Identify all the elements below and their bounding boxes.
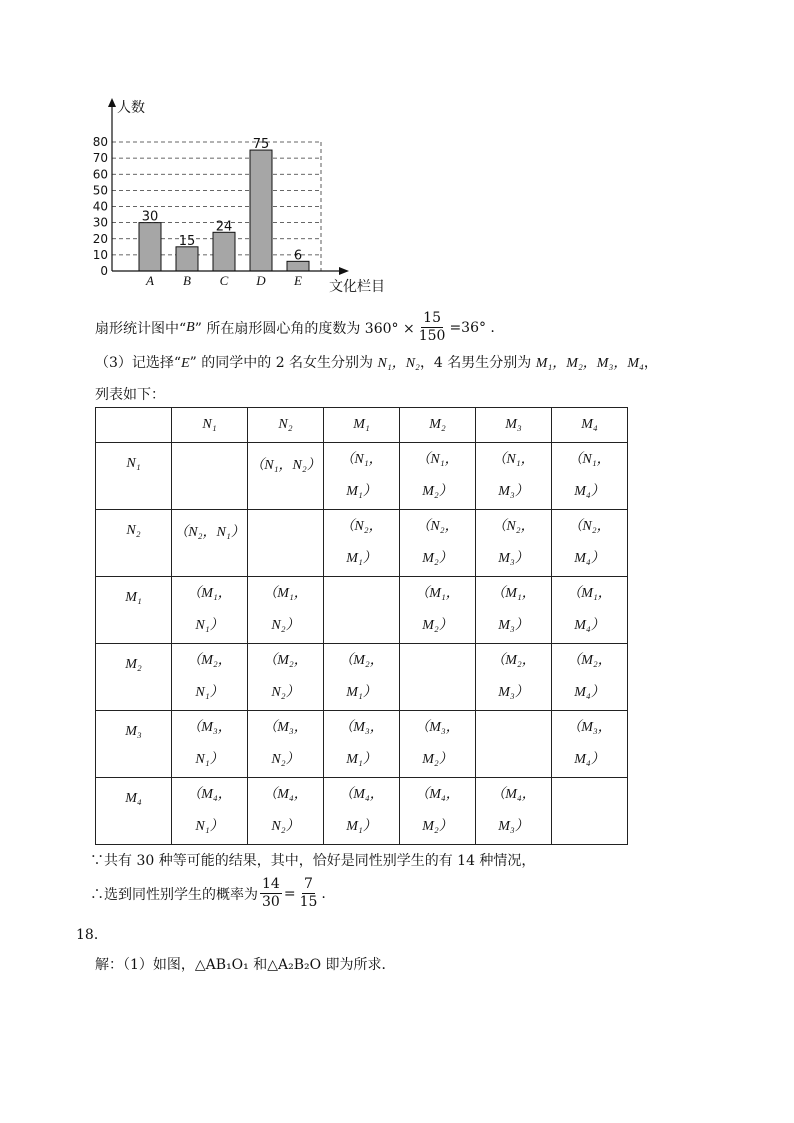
y-tick-label: 80 — [92, 135, 108, 149]
table-cell: （M₃， M₁） — [324, 711, 400, 778]
table-cell: （M₃， N₁） — [172, 711, 248, 778]
table-header-cell: N₁ — [172, 408, 248, 443]
y-tick-label: 10 — [92, 247, 108, 262]
bar-chart — [85, 95, 405, 295]
x-category-label: D — [256, 273, 266, 288]
conclusion-count: ∵共有 30 种等可能的结果，其中，恰好是同性别学生的有 14 种情况， — [90, 853, 536, 869]
x-category-label: E — [294, 273, 302, 288]
p1-text-b: ” 所在扇形圆心角的度数为 360° × — [194, 320, 415, 337]
table-cell: （M₄， M₂） — [400, 778, 476, 845]
bar-D — [250, 150, 272, 271]
table-cell: （N₁， M₂） — [400, 443, 476, 510]
x-category-label: B — [183, 273, 191, 288]
table-cell: （N₂， M₃） — [476, 510, 552, 577]
p1-frac-den: 150 — [418, 328, 446, 344]
chart-ticks — [93, 135, 108, 278]
y-axis-arrow — [108, 98, 116, 107]
x-category-label: A — [146, 273, 154, 288]
table-row-label: M₁ — [96, 577, 172, 644]
table-row — [96, 644, 628, 711]
c2-eq: = — [283, 885, 296, 902]
table-cell — [476, 711, 552, 778]
bar-value-label: 15 — [178, 233, 196, 249]
y-tick-label: 20 — [92, 231, 108, 246]
paragraph-angle — [95, 310, 495, 345]
table-cell: （M₁， M₃） — [476, 577, 552, 644]
p1-fraction — [417, 310, 448, 345]
table-cell: （M₁， M₄） — [552, 577, 628, 644]
table-row-label: N₂ — [96, 510, 172, 577]
table-cell: （M₄， N₁） — [172, 778, 248, 845]
y-tick-label: 60 — [92, 167, 108, 182]
c2-f2-num: 7 — [304, 876, 313, 892]
table-row-label: M₄ — [96, 778, 172, 845]
y-tick-label: 70 — [92, 151, 108, 166]
table-row — [96, 443, 628, 510]
table-cell: （N₂， M₄） — [552, 510, 628, 577]
table-cell: （N₂， M₁） — [324, 510, 400, 577]
p1-frac-num: 15 — [423, 310, 441, 326]
table-cell — [400, 644, 476, 711]
table-cell: （N₁，N₂） — [248, 443, 324, 510]
table-cell: （M₁， N₂） — [248, 577, 324, 644]
paragraph-setup — [95, 352, 658, 372]
table-cell: （M₃， M₂） — [400, 711, 476, 778]
table-header-row — [96, 408, 628, 443]
table-header-cell — [96, 408, 172, 443]
x-axis-arrow — [339, 267, 349, 275]
p2-names-female: N₁，N₂ — [377, 356, 420, 371]
p1-text-a: 扇形统计图中“ — [95, 320, 187, 337]
table-row-label: M₂ — [96, 644, 172, 711]
p2-text-d: ， — [643, 355, 658, 371]
table-row — [96, 778, 628, 845]
outcome-table — [95, 407, 628, 845]
table-cell: （M₂， N₁） — [172, 644, 248, 711]
bar-C — [213, 232, 235, 271]
paragraph-list-intro: 列表如下： — [95, 387, 165, 403]
table-header-cell: M₂ — [400, 408, 476, 443]
table-cell: （M₂， M₃） — [476, 644, 552, 711]
table-row-label: M₃ — [96, 711, 172, 778]
c2-fraction-1 — [260, 876, 282, 911]
table-cell — [172, 443, 248, 510]
p1-text-c: =36° . — [449, 319, 495, 336]
c2-text-a: ∴选到同性别学生的概率为 — [90, 886, 258, 903]
p2-text-b: ” 的同学中的 2 名女生分别为 — [189, 355, 374, 371]
c2-fraction-2 — [298, 876, 320, 911]
y-tick-label: 0 — [100, 264, 108, 278]
solution-line: 解：（1）如图，△AB₁O₁ 和△A₂B₂O 即为所求． — [95, 957, 396, 973]
x-axis-label: 文化栏目 — [329, 279, 385, 295]
table-cell: （M₁， M₂） — [400, 577, 476, 644]
c2-end: . — [321, 885, 326, 902]
p2-text-a: （3）记选择“ — [95, 355, 182, 371]
p1-var: B — [186, 319, 195, 335]
c2-f2-den: 15 — [299, 894, 318, 910]
p2-names-male: M₁，M₂，M₃，M₄ — [535, 356, 644, 371]
table-cell: （M₄， M₃） — [476, 778, 552, 845]
table-header-cell: M₁ — [324, 408, 400, 443]
conclusion-probability — [90, 876, 326, 911]
bar-value-label: 30 — [141, 209, 159, 225]
table-cell: （N₁， M₃） — [476, 443, 552, 510]
y-tick-label: 40 — [92, 199, 108, 214]
table-cell: （M₃， N₂） — [248, 711, 324, 778]
c2-f1-num: 14 — [262, 876, 280, 892]
x-category-label: C — [219, 273, 229, 288]
chart-bars — [139, 150, 309, 271]
table-row — [96, 711, 628, 778]
table-cell — [248, 510, 324, 577]
table-cell: （M₄， M₁） — [324, 778, 400, 845]
table-row — [96, 577, 628, 644]
y-tick-label: 50 — [92, 183, 108, 198]
table-cell: （M₃， M₄） — [552, 711, 628, 778]
table-header-cell: M₄ — [552, 408, 628, 443]
table-cell — [324, 577, 400, 644]
table-cell: （M₄， N₂） — [248, 778, 324, 845]
y-axis-label: 人数 — [117, 100, 145, 116]
table-row-label: N₁ — [96, 443, 172, 510]
bar-A — [139, 223, 161, 271]
table-cell: （M₂， M₄） — [552, 644, 628, 711]
table-row — [96, 510, 628, 577]
table-cell — [552, 778, 628, 845]
bar-B — [176, 247, 198, 271]
bar-value-label: 6 — [293, 248, 303, 264]
table-header-cell: M₃ — [476, 408, 552, 443]
question-number: 18． — [76, 927, 108, 943]
y-tick-label: 30 — [92, 215, 108, 230]
c2-f1-den: 30 — [262, 894, 280, 910]
p2-var: E — [181, 356, 190, 371]
table-cell: （M₂， M₁） — [324, 644, 400, 711]
chart-categories — [145, 273, 302, 288]
table-cell: （N₂， M₂） — [400, 510, 476, 577]
p2-text-c: ，4 名男生分别为 — [419, 355, 532, 371]
table-cell: （M₁， N₁） — [172, 577, 248, 644]
bar-value-label: 24 — [215, 219, 233, 235]
table-header-cell: N₂ — [248, 408, 324, 443]
table-cell: （N₁， M₁） — [324, 443, 400, 510]
bar-value-label: 75 — [252, 137, 270, 153]
table-cell: （M₂， N₂） — [248, 644, 324, 711]
table-cell: （N₁， M₄） — [552, 443, 628, 510]
table-cell: （N₂，N₁） — [172, 510, 248, 577]
